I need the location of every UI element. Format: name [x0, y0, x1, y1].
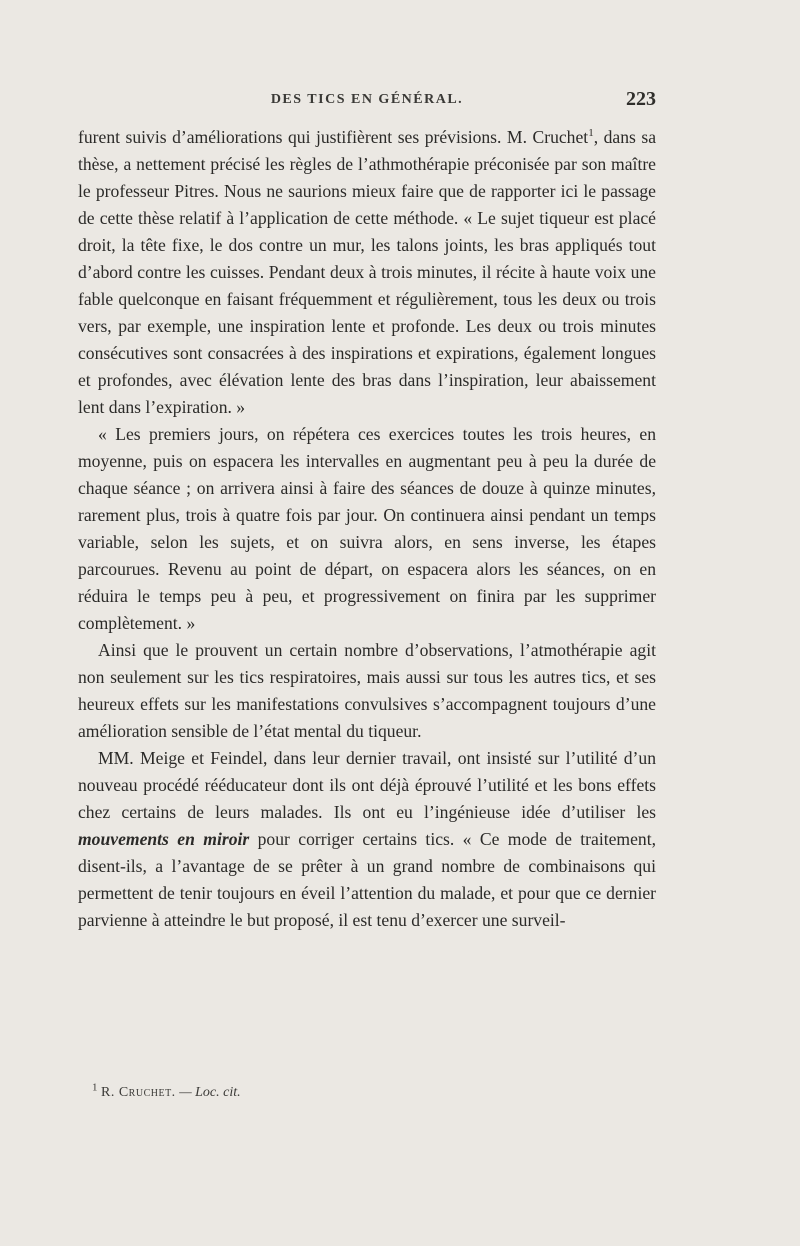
emphasis-mirror-movements: mouvements en miroir	[78, 829, 250, 849]
footnote-author: R. Cruchet.	[101, 1085, 176, 1100]
page-number: 223	[626, 88, 656, 110]
paragraph-2: « Les premiers jours, on répétera ces exercices toutes les trois heures, en moyenne, puis on espacera les intervalles en augmentant peu à peu la durée de chaque séance ; on arrivera ainsi à faire des séances de douze à quinze minutes, rarement plus, trois à quatre fois par jour. On continuera ainsi pendant un temps variable, selon les sujets, et on suivra alors, en sens inverse, les étapes parcourues. Revenu au point de départ, on espacera alors les séances, on en réduira le temps peu à peu, et progressivement on finira par les supprimer complètement. »	[78, 424, 656, 633]
paragraph-1: furent suivis d’améliorations qui justifièrent ses prévisions. M. Cruchet$^1$, dans sa thèse, a nettement précisé les règles de l’athmothérapie préconisée par son maître le professeur Pitres. Nous ne saurions mieux faire que de rapporter ici le passage de cette thèse relatif à l’application de cette méthode. « Le sujet tiqueur est placé droit, la tête fixe, le dos contre un mur, les talons joints, les bras appliqués tout d’abord contre les cuisses. Pendant deux à trois minutes, il récite à haute voix une fable quelconque en faisant fréquemment et régulièrement, tous les deux ou trois vers, par exemple, une inspiration lente et profonde. Les deux ou trois minutes consécutives sont consacrées à des inspirations et expirations, également longues et profondes, avec élévation lente des bras dans l’inspiration, leur abaissement lent dans l’expiration. »	[78, 127, 656, 417]
body-text	[78, 124, 656, 934]
paragraph-3: Ainsi que le prouvent un certain nombre d’observations, l’atmothérapie agit non seulement sur les tics respiratoires, mais aussi sur tous les autres tics, et ses heureux effets sur les manifestations convulsives s’accompagnent toujours d’une amélioration sensible de l’état mental du tiqueur.	[78, 640, 656, 741]
footnote-reference: 1	[588, 127, 594, 140]
running-title: DES TICS EN GÉNÉRAL.	[270, 92, 464, 107]
footnote-mark: 1	[92, 1081, 98, 1094]
footnote-ref: — Loc. cit.	[175, 1085, 241, 1100]
paragraph-4: MM. Meige et Feindel, dans leur dernier travail, ont insisté sur l’utilité d’un nouveau procédé rééducateur dont ils ont déjà éprouvé l’utilité et les bons effets chez certains de leurs malades. Ils ont eu l’ingénieuse idée d’utiliser les mouvements en miroir pour corriger certains tics. « Ce mode de traitement, disent-ils, a l’avantage de se prêter à un grand nombre de combinaisons qui permettent de tenir toujours en éveil l’attention du malade, et pour que ce dernier parvienne à atteindre le but proposé, il est tenu d’exercer une surveil-	[78, 748, 656, 930]
page-header	[78, 88, 656, 118]
footnote	[92, 1081, 652, 1101]
